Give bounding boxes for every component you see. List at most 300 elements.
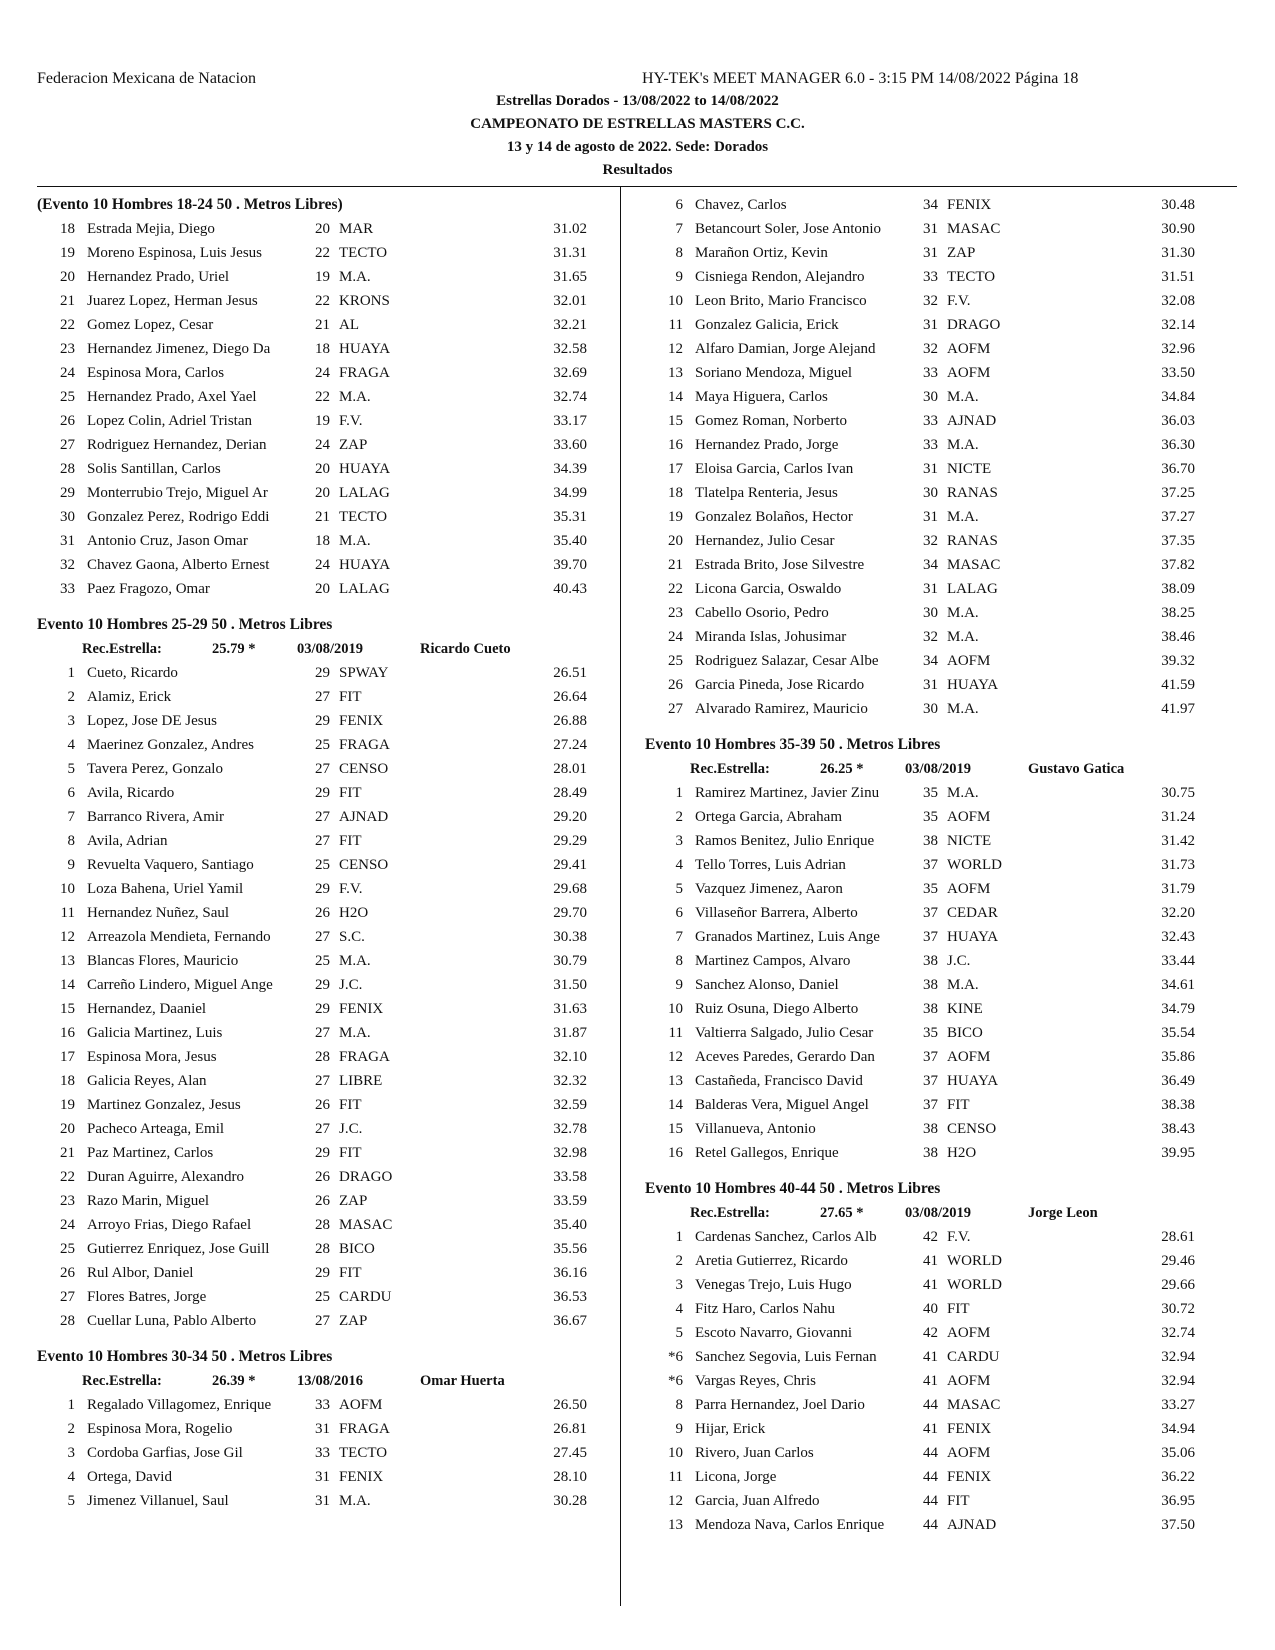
team-code: FENIX (339, 1001, 384, 1017)
result-row (645, 673, 1225, 697)
swimmer-name: Tlatelpa Renteria, Jesus (695, 485, 838, 501)
final-time: 38.25 (1161, 605, 1195, 621)
final-time: 30.28 (553, 1493, 587, 1509)
swimmer-age: 44 (923, 1397, 938, 1413)
swimmer-name: Eloisa Garcia, Carlos Ivan (695, 461, 854, 477)
final-time: 33.58 (553, 1169, 587, 1185)
final-time: 32.69 (553, 365, 587, 381)
team-code: FENIX (339, 713, 384, 729)
swimmer-name: Loza Bahena, Uriel Yamil (87, 881, 244, 897)
swimmer-name: Parra Hernandez, Joel Dario (695, 1397, 865, 1413)
result-row (37, 1237, 617, 1261)
final-time: 38.43 (1161, 1121, 1195, 1137)
result-row (37, 949, 617, 973)
result-place: 11 (668, 1025, 683, 1041)
result-row (37, 1393, 617, 1417)
swimmer-age: 32 (923, 293, 938, 309)
result-place: 11 (60, 905, 75, 921)
result-place: 14 (668, 389, 683, 405)
event-section (645, 193, 1225, 721)
result-row (37, 1261, 617, 1285)
record-label: Rec.Estrella: (690, 1205, 770, 1221)
team-code: FENIX (947, 197, 992, 213)
result-row (645, 553, 1225, 577)
result-place: 30 (60, 509, 75, 525)
result-row (37, 481, 617, 505)
swimmer-age: 29 (315, 977, 330, 993)
team-code: FENIX (947, 1421, 992, 1437)
team-code: FIT (339, 689, 362, 705)
team-code: FIT (339, 785, 362, 801)
swimmer-age: 31 (923, 461, 938, 477)
result-row (37, 685, 617, 709)
team-code: FIT (947, 1301, 970, 1317)
final-time: 34.84 (1161, 389, 1195, 405)
result-place: 22 (60, 1169, 75, 1185)
result-row (37, 901, 617, 925)
final-time: 35.40 (553, 533, 587, 549)
result-place: 15 (60, 1001, 75, 1017)
team-code: RANAS (947, 533, 998, 549)
final-time: 36.95 (1161, 1493, 1195, 1509)
final-time: 32.14 (1161, 317, 1195, 333)
swimmer-age: 34 (923, 197, 938, 213)
swimmer-age: 27 (315, 1073, 330, 1089)
swimmer-name: Avila, Adrian (87, 833, 168, 849)
final-time: 37.27 (1161, 509, 1195, 525)
result-place: 22 (668, 581, 683, 597)
team-code: M.A. (339, 389, 371, 405)
team-code: LALAG (947, 581, 998, 597)
team-code: F.V. (339, 413, 363, 429)
final-time: 32.43 (1161, 929, 1195, 945)
swimmer-age: 38 (923, 1145, 938, 1161)
swimmer-age: 41 (923, 1277, 938, 1293)
swimmer-age: 25 (315, 857, 330, 873)
result-place: 17 (668, 461, 683, 477)
final-time: 37.82 (1161, 557, 1195, 573)
swimmer-age: 20 (315, 461, 330, 477)
result-row (37, 1417, 617, 1441)
result-place: 26 (60, 1265, 75, 1281)
final-time: 26.64 (553, 689, 587, 705)
result-row (645, 1441, 1225, 1465)
result-row (37, 553, 617, 577)
result-row (37, 1189, 617, 1213)
result-place: *6 (668, 1373, 683, 1389)
team-code: ZAP (947, 245, 976, 261)
swimmer-name: Gonzalez Perez, Rodrigo Eddi (87, 509, 270, 525)
result-place: 2 (67, 1421, 75, 1437)
team-code: RANAS (947, 485, 998, 501)
final-time: 35.86 (1161, 1049, 1195, 1065)
team-code: AOFM (947, 1049, 991, 1065)
team-code: F.V. (947, 293, 971, 309)
final-time: 28.10 (553, 1469, 587, 1485)
final-time: 36.49 (1161, 1073, 1195, 1089)
result-row (645, 1321, 1225, 1345)
swimmer-age: 21 (315, 509, 330, 525)
team-code: CARDU (947, 1349, 1000, 1365)
final-time: 31.24 (1161, 809, 1195, 825)
result-row (645, 1465, 1225, 1489)
swimmer-name: Valtierra Salgado, Julio Cesar (695, 1025, 874, 1041)
swimmer-name: Arroyo Frias, Diego Rafael (87, 1217, 252, 1233)
team-code: FRAGA (339, 365, 390, 381)
result-row (645, 925, 1225, 949)
swimmer-age: 20 (315, 485, 330, 501)
swimmer-name: Mendoza Nava, Carlos Enrique (695, 1517, 885, 1533)
result-row (37, 781, 617, 805)
result-row (645, 313, 1225, 337)
result-row (645, 529, 1225, 553)
swimmer-name: Lopez Colin, Adriel Tristan (87, 413, 252, 429)
team-code: AJNAD (947, 413, 997, 429)
result-row (37, 853, 617, 877)
swimmer-age: 41 (923, 1373, 938, 1389)
team-code: M.A. (339, 533, 371, 549)
swimmer-age: 32 (923, 629, 938, 645)
result-row (37, 1309, 617, 1333)
record-date: 13/08/2016 (297, 1373, 364, 1389)
event-title: Evento 10 Hombres 40-44 50 . Metros Libres (645, 1180, 941, 1197)
final-time: 32.94 (1161, 1349, 1195, 1365)
result-place: 32 (60, 557, 75, 573)
swimmer-name: Gonzalez Galicia, Erick (695, 317, 839, 333)
team-code: AJNAD (947, 1517, 997, 1533)
result-row (645, 433, 1225, 457)
swimmer-age: 32 (923, 533, 938, 549)
final-time: 35.56 (553, 1241, 587, 1257)
final-time: 26.51 (553, 665, 587, 681)
result-row (645, 1273, 1225, 1297)
team-code: SPWAY (339, 665, 389, 681)
swimmer-age: 27 (315, 689, 330, 705)
swimmer-age: 35 (923, 1025, 938, 1041)
team-code: HUAYA (339, 461, 391, 477)
result-place: 27 (60, 1289, 75, 1305)
record-line (645, 1201, 1225, 1225)
result-row (645, 457, 1225, 481)
swimmer-age: 41 (923, 1421, 938, 1437)
result-place: 4 (67, 737, 75, 753)
team-code: J.C. (339, 1121, 363, 1137)
result-place: 28 (60, 1313, 75, 1329)
swimmer-name: Revuelta Vaquero, Santiago (87, 857, 254, 873)
final-time: 29.20 (553, 809, 587, 825)
team-code: HUAYA (947, 1073, 999, 1089)
meet-line: Estrellas Dorados - 13/08/2022 to 14/08/2022 (496, 93, 779, 109)
result-row (37, 1165, 617, 1189)
team-code: CEDAR (947, 905, 998, 921)
swimmer-name: Escoto Navarro, Giovanni (695, 1325, 853, 1341)
final-time: 39.70 (553, 557, 587, 573)
swimmer-name: Fitz Haro, Carlos Nahu (695, 1301, 835, 1317)
team-code: FRAGA (339, 1421, 390, 1437)
swimmer-name: Solis Santillan, Carlos (87, 461, 221, 477)
result-place: 3 (67, 1445, 75, 1461)
swimmer-age: 27 (315, 1121, 330, 1137)
result-row (37, 529, 617, 553)
result-row (645, 1225, 1225, 1249)
result-row (37, 385, 617, 409)
swimmer-age: 41 (923, 1253, 938, 1269)
result-place: 5 (675, 1325, 683, 1341)
result-row (645, 361, 1225, 385)
team-code: MASAC (947, 1397, 1001, 1413)
section-title: Resultados (602, 162, 673, 178)
event-section (645, 1177, 1225, 1537)
swimmer-name: Gomez Roman, Norberto (695, 413, 848, 429)
record-label: Rec.Estrella: (82, 641, 162, 657)
swimmer-name: Hernandez Jimenez, Diego Da (87, 341, 271, 357)
result-place: 8 (675, 953, 683, 969)
swimmer-age: 30 (923, 605, 938, 621)
event-section (37, 613, 617, 1333)
swimmer-age: 29 (315, 1145, 330, 1161)
swimmer-age: 31 (315, 1469, 330, 1485)
result-row (645, 241, 1225, 265)
swimmer-age: 26 (315, 905, 330, 921)
result-place: 5 (675, 881, 683, 897)
team-code: FIT (947, 1493, 970, 1509)
result-place: 24 (60, 1217, 75, 1233)
swimmer-age: 38 (923, 833, 938, 849)
swimmer-name: Cordoba Garfias, Jose Gil (87, 1445, 243, 1461)
team-code: HUAYA (339, 557, 391, 573)
record-label: Rec.Estrella: (82, 1373, 162, 1389)
result-place: 1 (675, 785, 683, 801)
result-row (37, 265, 617, 289)
team-code: HUAYA (339, 341, 391, 357)
final-time: 31.02 (553, 221, 587, 237)
swimmer-age: 28 (315, 1217, 330, 1233)
final-time: 36.53 (553, 1289, 587, 1305)
team-code: H2O (339, 905, 369, 921)
team-code: NICTE (947, 833, 992, 849)
result-place: 20 (668, 533, 683, 549)
team-code: MASAC (947, 221, 1001, 237)
result-place: 25 (60, 1241, 75, 1257)
swimmer-name: Villanueva, Antonio (695, 1121, 816, 1137)
team-code: CENSO (947, 1121, 997, 1137)
swimmer-name: Licona Garcia, Oswaldo (695, 581, 842, 597)
swimmer-name: Tello Torres, Luis Adrian (695, 857, 846, 873)
swimmer-name: Espinosa Mora, Carlos (87, 365, 225, 381)
final-time: 29.68 (553, 881, 587, 897)
team-code: FENIX (947, 1469, 992, 1485)
right-column (645, 193, 1225, 1549)
result-place: 11 (668, 1469, 683, 1485)
result-place: 10 (668, 1001, 683, 1017)
team-code: M.A. (947, 977, 979, 993)
team-code: TECTO (339, 509, 388, 525)
result-place: 10 (668, 1445, 683, 1461)
result-row (37, 973, 617, 997)
swimmer-name: Hernandez Prado, Axel Yael (87, 389, 257, 405)
team-code: AOFM (947, 341, 991, 357)
result-place: 7 (675, 929, 683, 945)
final-time: 32.96 (1161, 341, 1195, 357)
result-row (37, 997, 617, 1021)
team-code: ZAP (339, 1193, 368, 1209)
swimmer-age: 29 (315, 881, 330, 897)
final-time: 40.43 (553, 581, 587, 597)
final-time: 30.79 (553, 953, 587, 969)
result-place: 22 (60, 317, 75, 333)
result-row (37, 505, 617, 529)
swimmer-name: Moreno Espinosa, Luis Jesus (87, 245, 262, 261)
result-place: 28 (60, 461, 75, 477)
result-place: 9 (675, 977, 683, 993)
result-place: 6 (675, 905, 683, 921)
result-place: 12 (668, 1493, 683, 1509)
result-row (37, 1285, 617, 1309)
result-place: 3 (675, 833, 683, 849)
team-code: M.A. (339, 953, 371, 969)
final-time: 37.25 (1161, 485, 1195, 501)
swimmer-age: 35 (923, 785, 938, 801)
swimmer-age: 31 (923, 317, 938, 333)
swimmer-age: 31 (315, 1493, 330, 1509)
final-time: 41.59 (1161, 677, 1195, 693)
team-code: WORLD (947, 857, 1002, 873)
swimmer-age: 44 (923, 1493, 938, 1509)
result-row (645, 217, 1225, 241)
swimmer-name: Sanchez Segovia, Luis Fernan (695, 1349, 877, 1365)
team-code: MASAC (947, 557, 1001, 573)
result-place: 21 (60, 1145, 75, 1161)
record-line (37, 1369, 617, 1393)
swimmer-name: Gomez Lopez, Cesar (87, 317, 214, 333)
swimmer-name: Rodriguez Salazar, Cesar Albe (695, 653, 879, 669)
result-row (645, 289, 1225, 313)
final-time: 29.29 (553, 833, 587, 849)
result-place: 8 (675, 1397, 683, 1413)
result-place: 11 (668, 317, 683, 333)
swimmer-age: 27 (315, 929, 330, 945)
final-time: 33.60 (553, 437, 587, 453)
final-time: 32.58 (553, 341, 587, 357)
team-code: AOFM (947, 881, 991, 897)
team-code: AOFM (947, 1373, 991, 1389)
team-code: F.V. (947, 1229, 971, 1245)
swimmer-name: Carreño Lindero, Miguel Ange (87, 977, 273, 993)
final-time: 30.48 (1161, 197, 1195, 213)
swimmer-name: Aceves Paredes, Gerardo Dan (695, 1049, 875, 1065)
swimmer-age: 24 (315, 437, 330, 453)
final-time: 32.20 (1161, 905, 1195, 921)
team-code: DRAGO (947, 317, 1001, 333)
swimmer-age: 19 (315, 269, 330, 285)
result-place: 24 (60, 365, 75, 381)
final-time: 29.66 (1161, 1277, 1195, 1293)
result-row (37, 361, 617, 385)
result-row (645, 1369, 1225, 1393)
record-line (645, 757, 1225, 781)
team-code: ZAP (339, 437, 368, 453)
final-time: 36.70 (1161, 461, 1195, 477)
result-row (37, 1441, 617, 1465)
team-code: DRAGO (339, 1169, 393, 1185)
swimmer-name: Ortega Garcia, Abraham (695, 809, 843, 825)
software-info: HY-TEK's MEET MANAGER 6.0 - 3:15 PM 14/08/2022 Página 18 (642, 70, 1079, 87)
swimmer-age: 26 (315, 1169, 330, 1185)
final-time: 31.51 (1161, 269, 1195, 285)
swimmer-age: 33 (315, 1397, 330, 1413)
result-place: 1 (67, 665, 75, 681)
final-time: 32.10 (553, 1049, 587, 1065)
swimmer-name: Gutierrez Enriquez, Jose Guill (87, 1241, 270, 1257)
swimmer-age: 38 (923, 1001, 938, 1017)
swimmer-age: 33 (923, 437, 938, 453)
result-row (645, 1045, 1225, 1069)
final-time: 31.31 (553, 245, 587, 261)
result-place: 1 (675, 1229, 683, 1245)
result-place: 2 (675, 1253, 683, 1269)
result-place: 16 (668, 1145, 683, 1161)
result-place: 26 (668, 677, 683, 693)
final-time: 34.39 (553, 461, 587, 477)
result-place: 12 (60, 929, 75, 945)
record-time: 26.25 * (820, 761, 864, 777)
swimmer-age: 33 (923, 269, 938, 285)
swimmer-age: 31 (923, 509, 938, 525)
record-date: 03/08/2019 (297, 641, 364, 657)
final-time: 34.61 (1161, 977, 1195, 993)
swimmer-name: Balderas Vera, Miguel Angel (695, 1097, 869, 1113)
event-section (37, 1345, 617, 1513)
team-code: HUAYA (947, 677, 999, 693)
result-row (645, 193, 1225, 217)
result-row (645, 829, 1225, 853)
result-place: 24 (668, 629, 683, 645)
swimmer-age: 29 (315, 713, 330, 729)
team-code: CENSO (339, 761, 389, 777)
swimmer-age: 37 (923, 1049, 938, 1065)
record-holder: Ricardo Cueto (420, 641, 511, 657)
event-title: (Evento 10 Hombres 18-24 50 . Metros Libres) (37, 196, 343, 213)
result-place: 23 (60, 341, 75, 357)
swimmer-age: 28 (315, 1049, 330, 1065)
result-row (645, 649, 1225, 673)
swimmer-name: Sanchez Alonso, Daniel (695, 977, 839, 993)
result-row (645, 997, 1225, 1021)
swimmer-age: 31 (315, 1421, 330, 1437)
swimmer-name: Villaseñor Barrera, Alberto (695, 905, 858, 921)
swimmer-name: Cisniega Rendon, Alejandro (695, 269, 865, 285)
result-row (645, 505, 1225, 529)
swimmer-age: 40 (923, 1301, 938, 1317)
final-time: 30.75 (1161, 785, 1195, 801)
swimmer-name: Cueto, Ricardo (87, 665, 178, 681)
meet-subtitle: 13 y 14 de agosto de 2022. Sede: Dorados (506, 139, 769, 155)
result-place: 1 (67, 1397, 75, 1413)
team-code: M.A. (339, 1493, 371, 1509)
swimmer-name: Razo Marin, Miguel (87, 1193, 210, 1209)
result-place: 2 (675, 809, 683, 825)
event-title: Evento 10 Hombres 25-29 50 . Metros Libres (37, 616, 333, 633)
result-row (645, 1393, 1225, 1417)
swimmer-name: Blancas Flores, Mauricio (87, 953, 239, 969)
final-time: 39.32 (1161, 653, 1195, 669)
final-time: 32.08 (1161, 293, 1195, 309)
swimmer-age: 37 (923, 1073, 938, 1089)
record-date: 03/08/2019 (905, 1205, 972, 1221)
result-place: 3 (675, 1277, 683, 1293)
result-row (37, 241, 617, 265)
swimmer-name: Venegas Trejo, Luis Hugo (695, 1277, 852, 1293)
